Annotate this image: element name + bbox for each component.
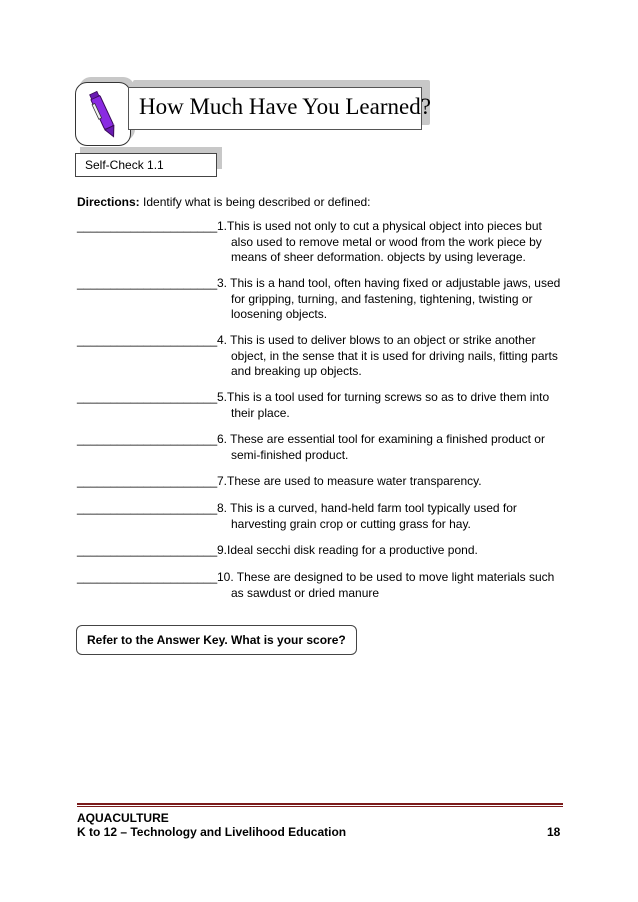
page-number: 18 — [547, 825, 561, 839]
directions — [77, 195, 371, 209]
answer-blank[interactable]: _____________________ — [77, 501, 218, 515]
question-text-line: semi-finished product. — [231, 447, 349, 462]
answer-blank[interactable]: _____________________ — [77, 432, 218, 446]
footer-subject: AQUACULTURE — [77, 811, 169, 825]
directions-text: Identify what is being described or defined: — [143, 195, 371, 209]
question-text-line: as sawdust or dried manure — [231, 585, 380, 600]
directions-label: Directions: — [77, 195, 140, 209]
question-text-line: and breaking up objects. — [231, 364, 362, 378]
answer-blank[interactable]: _____________________ — [77, 390, 218, 404]
score-prompt-box — [76, 625, 357, 655]
question-text-line: 5.This is a tool used for turning screws so as to drive them into — [217, 390, 550, 404]
question-text-line: loosening objects. — [231, 307, 328, 321]
answer-blank[interactable]: _____________________ — [77, 474, 218, 488]
question-text-line: harvesting grain crop or cutting grass for hay. — [231, 516, 471, 531]
question-text-line: also used to remove metal or wood from the work piece by — [231, 234, 542, 249]
question-text-line: 4. This is used to deliver blows to an object or strike another — [217, 333, 536, 347]
self-check-box — [75, 153, 217, 177]
footer-rule — [77, 803, 563, 805]
footer-rule-thin — [77, 806, 563, 807]
question-text-line: their place. — [231, 405, 290, 420]
question-text-line: 3. This is a hand tool, often having fixed or adjustable jaws, used — [217, 276, 561, 290]
question-text-line: for gripping, turning, and fastening, tightening, twisting or — [231, 291, 533, 306]
question-text-line: means of sheer deformation. objects by using leverage. — [231, 250, 526, 264]
question-text-line: 6. These are essential tool for examining a finished product or — [217, 432, 545, 446]
answer-blank[interactable]: _____________________ — [77, 276, 218, 290]
answer-blank[interactable]: _____________________ — [77, 570, 218, 584]
question-text-line: 10. These are designed to be used to move light materials such — [217, 570, 555, 584]
question-text-line: 9.Ideal secchi disk reading for a productive pond. — [217, 543, 478, 557]
pen-frame — [75, 82, 131, 146]
pen-icon — [80, 87, 126, 141]
question-text-line: object, in the sense that it is used for driving nails, fitting parts — [231, 348, 558, 363]
question-text-line: 7.These are used to measure water transparency. — [217, 474, 482, 488]
answer-blank[interactable]: _____________________ — [77, 219, 218, 233]
question-text-line: 8. This is a curved, hand-held farm tool typically used for — [217, 501, 517, 515]
answer-blank[interactable]: _____________________ — [77, 333, 218, 347]
score-prompt: Refer to the Answer Key. What is your score? — [87, 633, 346, 647]
title-box — [128, 87, 431, 130]
answer-blank[interactable]: _____________________ — [77, 543, 218, 557]
question-text-line: 1.This is used not only to cut a physical object into pieces but — [217, 219, 542, 233]
footer-course: K to 12 – Technology and Livelihood Education — [77, 825, 347, 839]
page-title: How Much Have You Learned? — [139, 94, 431, 119]
self-check-label: Self-Check 1.1 — [85, 158, 164, 172]
